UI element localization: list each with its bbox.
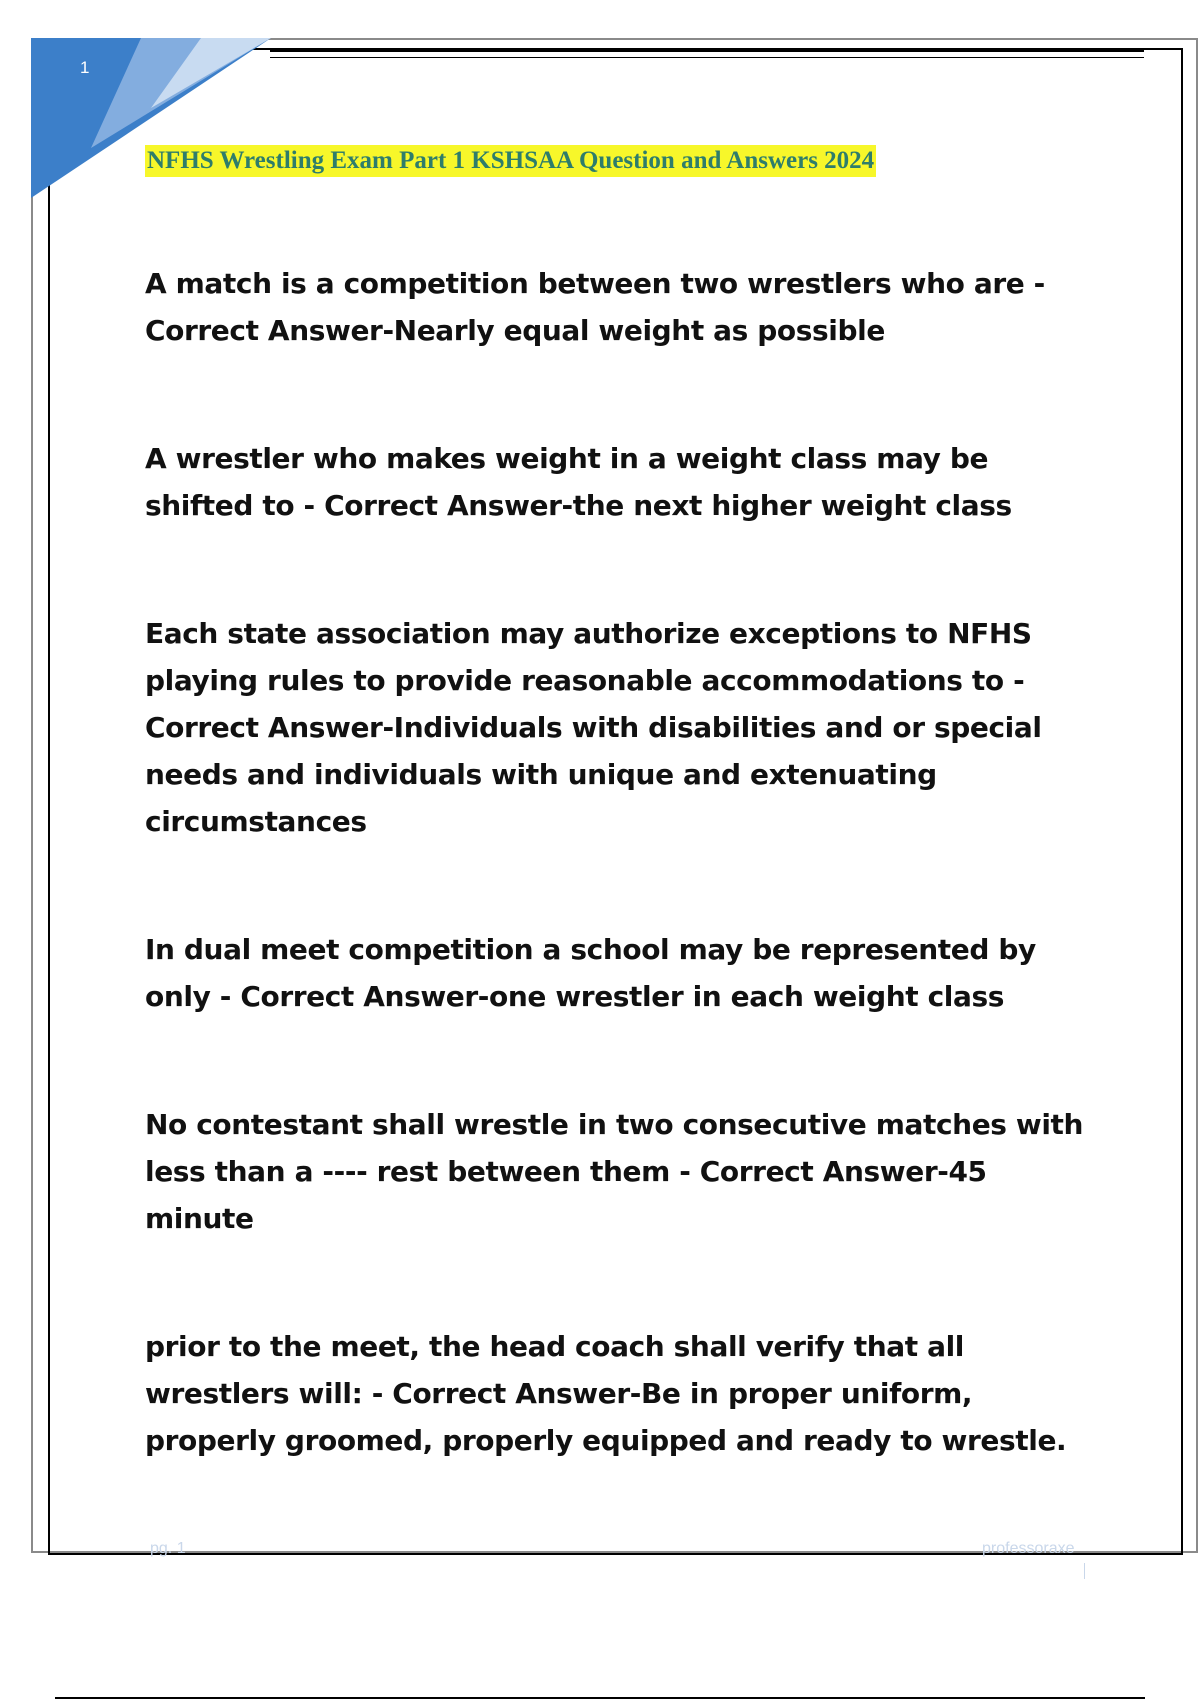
- footer-tick: [1084, 1563, 1085, 1579]
- header-rule-thin: [270, 57, 1144, 58]
- footer-page-label: pg. 1: [150, 1540, 186, 1557]
- document-title: NFHS Wrestling Exam Part 1 KSHSAA Question and Answers 2024: [145, 145, 876, 177]
- header-rule: [270, 50, 1144, 52]
- next-page-rule: [55, 1697, 1145, 1699]
- qa-item: prior to the meet, the head coach shall verify that all wrestlers will: - Correct Answer-Be in proper uniform, properly groomed, properly equipped and ready to wrestle.: [145, 1330, 1067, 1457]
- qa-item: A match is a competition between two wrestlers who are - Correct Answer-Nearly equal weight as possible: [145, 267, 1045, 347]
- qa-item: A wrestler who makes weight in a weight class may be shifted to - Correct Answer-the next higher weight class: [145, 442, 1012, 522]
- qa-item: No contestant shall wrestle in two consecutive matches with less than a ---- rest between them - Correct Answer-45 minute: [145, 1108, 1084, 1235]
- footer-author: professoraxe: [982, 1540, 1075, 1557]
- qa-item: Each state association may authorize exceptions to NFHS playing rules to provide reasonable accommodations to - Correct Answer-Individuals with disabilities and or special needs and individuals with unique and extenuating circumstances: [145, 617, 1042, 838]
- corner-decoration: [31, 38, 271, 208]
- qa-item: In dual meet competition a school may be represented by only - Correct Answer-one wrestler in each weight class: [145, 933, 1036, 1013]
- qa-list: [145, 260, 1095, 1545]
- page-number-badge: 1: [80, 58, 90, 77]
